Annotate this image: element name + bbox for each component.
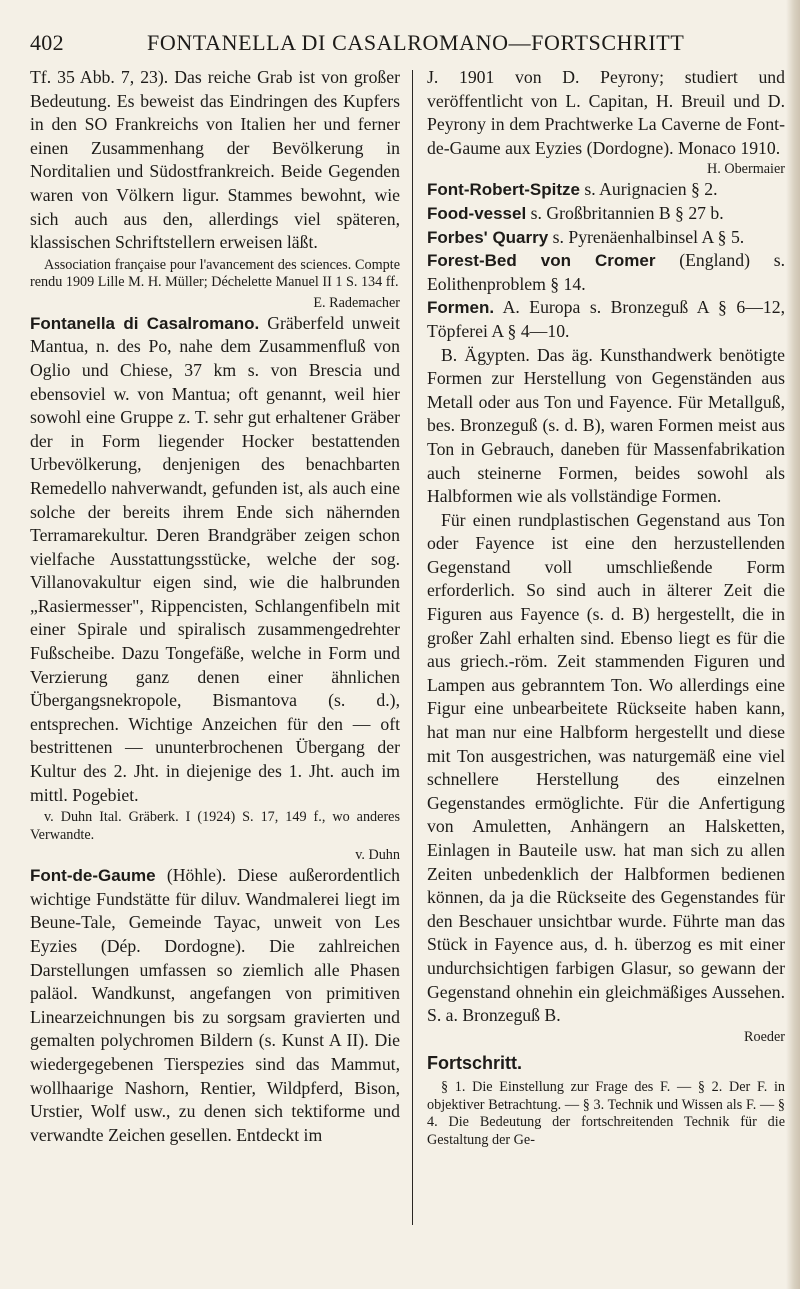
entry-text: s. Pyrenäenhalbinsel A § 5.: [552, 226, 745, 247]
entry-text: s. Großbritannien B § 27 b.: [530, 202, 724, 223]
entry-fontanella: [30, 312, 400, 807]
section-outline: § 1. Die Einstellung zur Frage des F. — § 2. Der F. in objektiver Betrachtung. — § 3. Technik und Wissen als F. — § 4. Die Bedeutung der fortschreitenden Technik für die Gestaltung der Ge-: [427, 1079, 785, 1148]
page-number: 402: [30, 30, 64, 55]
entry-formen: [427, 296, 785, 343]
entry-text: s. Aurignacien § 2.: [584, 179, 718, 200]
reference: Association française pour l'avancement des sciences. Compte rendu 1909 Lille M. H. Müller; Déchelette Manuel II 1 S. 134 ff.: [30, 256, 400, 291]
reference: v. Duhn Ital. Gräberk. I (1924) S. 17, 149 f., wo anderes Verwandte.: [30, 809, 400, 843]
entry-keyword: Fontanella di Casalromano.: [30, 313, 260, 333]
entry-heading-fortschritt: Fortschritt.: [427, 1052, 523, 1073]
paragraph-continued: Tf. 35 Abb. 7, 23). Das reiche Grab ist von großer Bedeutung. Es beweist das Eindringen des Kupfers in den SO Frankreichs von Italien her und ferner einen Zusammenhang der Bevölkerung in Norditalien und Südostfrankreich. Beide Gegenden waren von Völkern ligur. Stammes bewohnt, wie sich auch aus den, allerdings viel späteren, klassischen Schriftstellern erweisen läßt.: [30, 67, 400, 253]
left-column: [30, 66, 400, 1147]
entry-keyword: Font-Robert-Spitze: [427, 180, 580, 200]
entry-keyword: Forbes' Quarry: [427, 227, 549, 247]
entry-font-robert: [427, 178, 785, 202]
author-signature: Roeder: [744, 1028, 785, 1045]
paragraph: B. Ägypten. Das äg. Kunsthandwerk benötigte Formen zur Herstellung von Gegenständen aus Metall oder aus Ton und Fayence. Für Metallguß, bes. Bronzeguß (s. d. B), waren Formen meist aus Ton in Gebrauch, daneben für Massenfabrikation auch steinerne Formen, beides sowohl als Halbformen wie als vollständige Formen.: [427, 344, 785, 507]
paragraph-continued: J. 1901 von D. Peyrony; studiert und veröffentlicht von L. Capitan, H. Breuil und D. Peyrony in dem Prachtwerke La Caverne de Font-de-Gaume aux Eyzies (Dordogne). Monaco 1910.: [427, 67, 785, 158]
running-header: [0, 30, 800, 70]
page-edge-shadow: [786, 0, 800, 1289]
entry-text: (England) s. Eolithenproblem § 14.: [427, 250, 785, 294]
entry-text: (Höhle). Diese außerordentlich wichtige Fundstätte für diluv. Wandmalerei liegt im Beune-Tale, Gemeinde Tayac, unweit von Les Eyzies (Dép. Dordogne). Die zahlreichen Darstellungen umfassen so ziemlich alle Phasen paläol. Wandkunst, angefangen von primitiven Linearzeichnungen bis zu sorgsam gravierten und gemalten polychromen Bildern (s. Kunst A II). Die wiedergegebenen Tierspezies sind das Mammut, wollhaarige Nashorn, Rentier, Wildpferd, Bison, Urstier, Wolf usw., zu denen sich tektiforme und verwandte Zeichen gesellen. Entdeckt im: [30, 865, 400, 1145]
entry-text: A. Europa s. Bronzeguß A § 6—12, Töpferei A § 4—10.: [427, 297, 785, 341]
entry-font-de-gaume: [30, 864, 400, 1147]
entry-keyword: Font-de-Gaume: [30, 866, 156, 886]
entry-keyword: Forest-Bed von Cromer: [427, 251, 656, 271]
paragraph: Für einen rundplastischen Gegenstand aus Ton oder Fayence ist eine den herzustellenden Gegenstand voll umschließende Form erforderlich. So sind auch in älterer Zeit die Figuren aus Fayence (s. d. B) hergestellt, die in großer Zahl erhalten sind. Ebenso liegt es für die aus griech.-röm. Zeit stammenden Figuren und Lampen aus gebranntem Ton. Wo allerdings eine Figur eine unbearbeitete Rückseite haben kann, hat man nur eine Halbform hergestellt und diese mit Ton ausgestrichen, was naturgemäß eine viel schnellere Herstellung des einzelnen Gegenstandes ermöglichte. Für die Anfertigung von Amuletten, Anhängern an Halsketten, Einlagen in Bauteile usw. hat man sich zu allen Zeiten unbedenklich der Halbformen bedienen können, da ja die Rückseite des Gegenstandes für den Beschauer unsichtbar wurde. Führte man das Stück in Fayence aus, d. h. überzog es mit einer undurchsichtigen farbigen Glasur, so gewann der Gegenstand ohnehin ein gleichmäßiges Aussehen. S. a. Bronzeguß B.: [427, 509, 785, 1026]
entry-keyword: Food-vessel: [427, 203, 527, 223]
column-divider: [412, 70, 413, 1225]
running-title: FONTANELLA DI CASALROMANO—FORTSCHRITT: [147, 30, 685, 55]
right-column: [427, 66, 785, 1151]
entry-forbes-quarry: [427, 226, 785, 250]
entry-forest-bed: [427, 249, 785, 296]
entry-keyword: Formen.: [427, 298, 495, 318]
author-signature: v. Duhn: [355, 847, 400, 864]
author-signature: E. Rademacher: [313, 294, 400, 311]
entry-food-vessel: [427, 202, 785, 226]
entry-text: Gräberfeld unweit Mantua, n. des Po, nahe dem Zusammenfluß von Oglio und Chiese, 37 km s. von Brescia und ebensoviel w. von Mantua; oft genannt, weil hier sowohl eine Gruppe z. T. sehr gut erhaltener Gräber der in Form liegender Hocker bestattenden Urbevölkerung, denjenigen des benachbarten Remedello nahverwandt, gefunden ist, als auch eine solche der bereits ihrem Ende sich nähernden Terramarekultur. Deren Brandgräber zeigen schon vielfache Ausstattungsstücke, welche der sog. Villanovakultur eigen sind, wie die halbrunden „Rasiermesser", Rippencisten, Schlangenfibeln mit einer Spirale und spiralisch zusammengedrehter Fußscheibe. Dazu Tongefäße, welche in Form und Verzierung ganz denen einer ähnlichen Übergangsnekropole, Bismantova (s. d.), entsprechen. Wichtige Anzeichen für den — oft bestrittenen — ununterbrochenen Übergang der Kultur des 2. Jht. in diejenige des 1. Jht. auch im mittl. Pogebiet.: [30, 312, 400, 805]
author-signature: H. Obermaier: [707, 161, 785, 178]
